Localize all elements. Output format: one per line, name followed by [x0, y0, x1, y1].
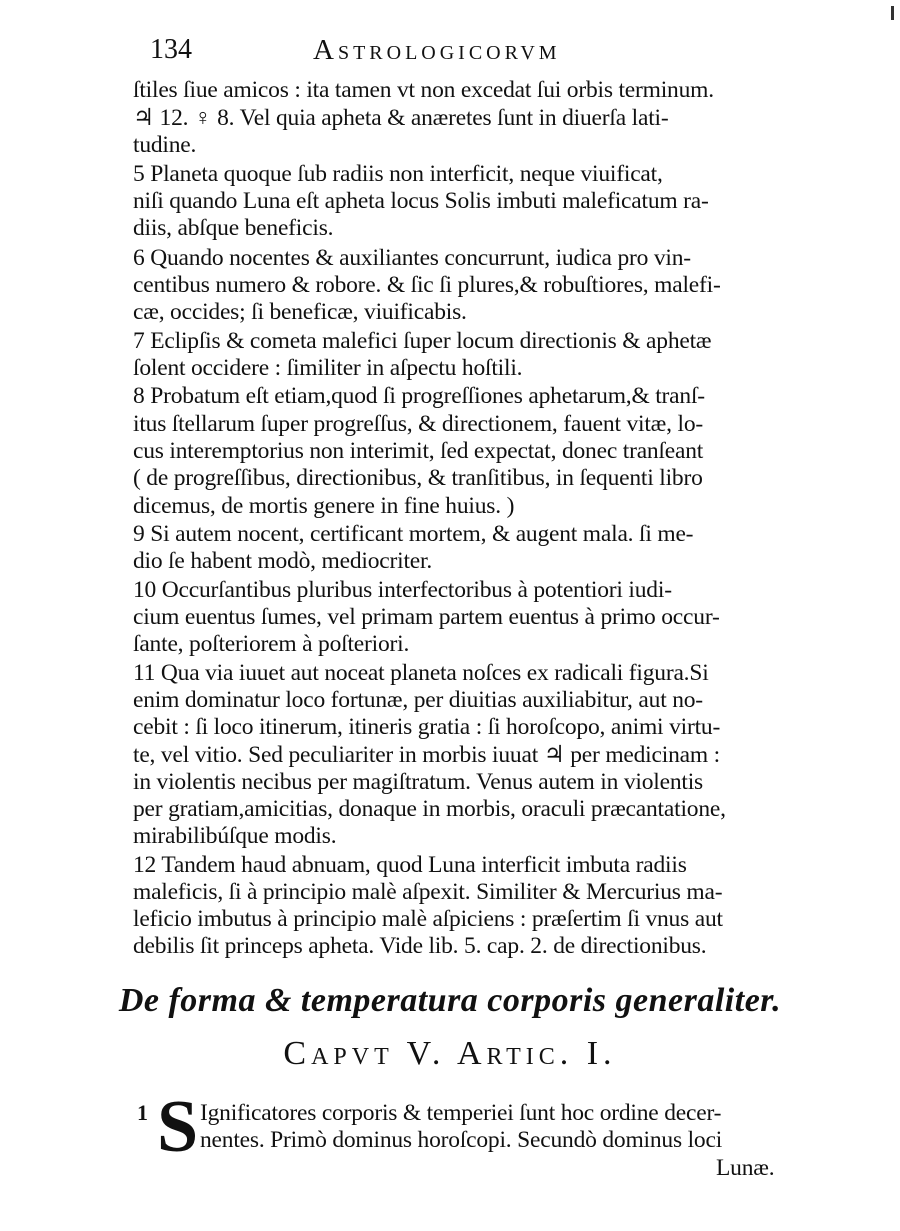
text-line: itus ſtellarum ſuper progreſſus, & directionem, fauent vitæ, lo-	[133, 411, 703, 437]
text-line: maleficis, ſi à principio malè aſpexit. Similiter & Mercurius ma-	[133, 879, 723, 905]
text-line: enim dominatur loco fortunæ, per diuitias auxiliabitur, aut no-	[133, 687, 703, 713]
text-line: diis, abſque beneficis.	[133, 215, 334, 241]
text-line: te, vel vitio. Sed peculiariter in morbis iuuat ♃ per medicinam :	[133, 742, 720, 768]
text-line: ſtiles ſiue amicos : ita tamen vt non excedat ſui orbis terminum.	[133, 77, 714, 103]
article-number: 1	[137, 1100, 148, 1125]
text-line: cium euentus ſumes, vel primam partem euentus à primo occur-	[133, 604, 720, 630]
text-line: leficio imbutus à principio malè aſpiciens : præſertim ſi vnus aut	[133, 906, 723, 932]
text-line: 11 Qua via iuuet aut noceat planeta noſces ex radicali figura.Si	[133, 660, 709, 686]
text-line: 9 Si autem nocent, certificant mortem, & augent mala. ſi me-	[133, 521, 694, 547]
text-line: debilis ſit princeps apheta. Vide lib. 5. cap. 2. de directionibus.	[133, 933, 707, 959]
text-line: ſolent occidere : ſimiliter in aſpectu hoſtili.	[133, 355, 523, 381]
text-line: dicemus, de mortis genere in fine huius. )	[133, 493, 515, 519]
drop-cap: S	[157, 1086, 199, 1168]
text-line: 10 Occurſantibus pluribus interfectoribus à potentiori iudi-	[133, 577, 672, 603]
text-line: niſi quando Luna eſt apheta locus Solis imbuti maleficatum ra-	[133, 188, 709, 214]
text-line: cebit : ſi loco itinerum, itineris gratia : ſi horoſcopo, animi virtu-	[133, 714, 721, 740]
text-line: centibus numero & robore. & ſic ſi plures,& robuſtiores, malefi-	[133, 272, 721, 298]
page-number: 134	[150, 34, 192, 65]
text-line: cus interemptorius non interimit, ſed expectat, donec tranſeant	[133, 438, 704, 464]
page-edge-mark	[891, 6, 894, 20]
running-title: Astrologicorvm	[313, 34, 561, 66]
running-head	[150, 34, 810, 74]
text-line: dio ſe habent modò, mediocriter.	[133, 548, 433, 574]
article-line: nentes. Primò dominus horoſcopi. Secundò dominus loci	[200, 1127, 723, 1153]
text-line: 7 Eclipſis & cometa malefici ſuper locum directionis & aphetæ	[133, 328, 712, 354]
text-line: in violentis necibus per magiſtratum. Venus autem in violentis	[133, 769, 704, 795]
section-title: De forma & temperatura corporis generaliter.	[118, 982, 782, 1019]
text-line: tudine.	[133, 132, 197, 158]
text-line: ♃ 12. ♀ 8. Vel quia apheta & anæretes ſunt in diuerſa lati-	[133, 105, 669, 131]
text-line: 12 Tandem haud abnuam, quod Luna interficit imbuta radiis	[133, 852, 687, 878]
text-line: 6 Quando nocentes & auxiliantes concurrunt, iudica pro vin-	[133, 245, 691, 271]
article-line: Ignificatores corporis & temperiei ſunt hoc ordine decer-	[200, 1100, 722, 1126]
text-line: 8 Probatum eſt etiam,quod ſi progreſſiones aphetarum,& tranſ-	[133, 383, 705, 409]
text-line: ſante, poſteriorem à poſteriori.	[133, 631, 410, 657]
text-line: mirabilibúſque modis.	[133, 823, 337, 849]
text-line: 5 Planeta quoque ſub radiis non interficit, neque viuificat,	[133, 161, 663, 187]
text-line: per gratiam,amicitias, donaque in morbis, oraculi præcantatione,	[133, 796, 726, 822]
text-line: cæ, occides; ſi beneficæ, viuificabis.	[133, 299, 467, 325]
article-line: Lunæ.	[716, 1155, 775, 1181]
text-line: ( de progreſſibus, directionibus, & tranſitibus, in ſequenti libro	[133, 465, 703, 491]
chapter-title: Capvt V. Artic. I.	[283, 1035, 617, 1072]
